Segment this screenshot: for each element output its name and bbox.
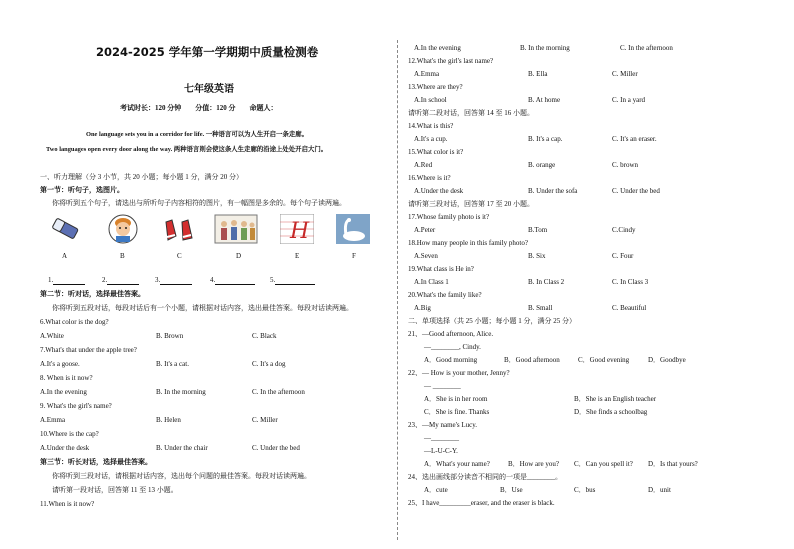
q23-option-d[interactable]: D．Is that yours? (648, 460, 698, 468)
question-7: 7.What's that under the apple tree? (40, 346, 137, 354)
picture-letter-f: F (352, 252, 356, 260)
picture-letter-e: E (295, 252, 300, 260)
family-photo-picture (214, 214, 258, 244)
question-15: 15.What color is it? (408, 148, 464, 156)
q11-option-b[interactable]: B. In the morning (520, 44, 570, 52)
q21-option-a[interactable]: A．Good morning (424, 356, 478, 364)
q13-option-a[interactable]: A.In school (414, 96, 447, 104)
q24-option-b[interactable]: B．Use (500, 486, 523, 494)
q22-option-c[interactable]: C．She is fine. Thanks (424, 408, 490, 416)
q18-option-c[interactable]: C. Four (612, 252, 634, 260)
question-25: 25、I have_________eraser, and the eraser is black. (408, 499, 555, 507)
eraser-picture (48, 214, 82, 244)
q20-option-c[interactable]: C. Beautiful (612, 304, 647, 312)
question-6: 6.What color is the dog? (40, 318, 109, 326)
part2-instruction: 你将听到五段对话，每段对话后有一个小题，请根据对话内容，选出最佳答案。每段对话读两遍。 (52, 304, 353, 312)
answer-blank-2[interactable]: 2. (102, 276, 139, 285)
q14-option-a[interactable]: A.It's a cup. (414, 135, 448, 143)
column-divider (397, 40, 398, 540)
q12-option-a[interactable]: A.Emma (414, 70, 440, 78)
part3-heading: 第三节：听长对话，选择最佳答案。 (40, 458, 152, 466)
question-9: 9. What's the girl's name? (40, 402, 112, 410)
q9-option-a[interactable]: A.Emma (40, 416, 66, 424)
exam-title: 2024-2025 学年第一学期期中质量检测卷 (96, 45, 319, 59)
picture-letter-b: B (120, 252, 125, 260)
q6-option-b[interactable]: B. Brown (156, 332, 184, 340)
q19-option-c[interactable]: C. In Class 3 (612, 278, 649, 286)
q16-option-a[interactable]: A.Under the desk (414, 187, 464, 195)
part1-heading: 第一节：听句子，选图片。 (40, 186, 124, 194)
q17-option-a[interactable]: A.Peter (414, 226, 436, 234)
q9-option-c[interactable]: C. Miller (252, 416, 278, 424)
q10-option-a[interactable]: A.Under the desk (40, 444, 90, 452)
q23-option-a[interactable]: A．What's your name? (424, 460, 490, 468)
part3-sub1: 请听第一段对话，回答第 11 至 13 小题。 (52, 486, 178, 494)
question-21: 21、—Good afternoon, Alice. (408, 330, 494, 338)
q15-option-c[interactable]: C. brown (612, 161, 639, 169)
q17-option-c[interactable]: C.Cindy (612, 226, 636, 234)
q8-option-c[interactable]: C. In the afternoon (252, 388, 305, 396)
q12-option-c[interactable]: C. Miller (612, 70, 638, 78)
section1-heading: 一、听力理解（分 3 小节，共 20 小题；每小题 1 分，满分 20 分） (40, 173, 243, 181)
q24-option-c[interactable]: C．bus (574, 486, 596, 494)
q19-option-b[interactable]: B. In Class 2 (528, 278, 565, 286)
q8-option-b[interactable]: B. In the morning (156, 388, 206, 396)
exam-subtitle: 七年级英语 (184, 84, 234, 95)
picture-letter-c: C (177, 252, 182, 260)
question-8: 8. When is it now? (40, 374, 93, 382)
q11-option-c[interactable]: C. In the afternoon (620, 44, 673, 52)
q15-option-b[interactable]: B. orange (528, 161, 556, 169)
q11-option-a[interactable]: A.In the evening (414, 44, 461, 52)
q22-option-d[interactable]: D．She finds a schoolbag (574, 408, 648, 416)
q15-option-a[interactable]: A.Red (414, 161, 433, 169)
swan-picture (336, 214, 370, 244)
boy-picture (106, 214, 140, 244)
q6-option-c[interactable]: C. Black (252, 332, 277, 340)
question-10: 10.Where is the cap? (40, 430, 99, 438)
q24-option-a[interactable]: A．cute (424, 486, 448, 494)
q18-option-a[interactable]: A.Seven (414, 252, 438, 260)
q17-option-b[interactable]: B.Tom (528, 226, 548, 234)
q8-option-a[interactable]: A.In the evening (40, 388, 87, 396)
q18-option-b[interactable]: B. Six (528, 252, 546, 260)
q14-option-c[interactable]: C. It's an eraser. (612, 135, 657, 143)
q23-line-3: —L-U-C-Y. (424, 447, 458, 455)
svg-text:H: H (290, 219, 310, 244)
answer-blank-4[interactable]: 4. (210, 276, 255, 285)
question-22: 22、— How is your mother, Jenny? (408, 369, 510, 377)
q10-option-c[interactable]: C. Under the bed (252, 444, 300, 452)
q7-option-b[interactable]: B. It's a cat. (156, 360, 189, 368)
quote-line-1: One language sets you in a corridor for life. 一种语言可以为人生开启一条走廊。 (86, 131, 309, 138)
q23-option-c[interactable]: C．Can you spell it? (574, 460, 633, 468)
answer-blank-1[interactable]: 1. (48, 276, 85, 285)
question-16: 16.Where is it? (408, 174, 451, 182)
question-11: 11.When is it now? (40, 500, 95, 508)
q13-option-c[interactable]: C. In a yard (612, 96, 646, 104)
q21-option-b[interactable]: B．Good afternoon (504, 356, 560, 364)
question-23: 23、—My name's Lucy. (408, 421, 478, 429)
q7-option-a[interactable]: A.It's a goose. (40, 360, 80, 368)
q24-option-d[interactable]: D．unit (648, 486, 671, 494)
q7-option-c[interactable]: C. It's a dog (252, 360, 286, 368)
shoes-picture (162, 214, 196, 244)
q12-option-b[interactable]: B. Ella (528, 70, 548, 78)
q6-option-a[interactable]: A.White (40, 332, 64, 340)
q9-option-b[interactable]: B. Helen (156, 416, 181, 424)
q21-option-d[interactable]: D．Goodbye (648, 356, 686, 364)
exam-info: 考试时长：120 分钟 分值：120 分 命题人： (120, 104, 278, 112)
question-14: 14.What is this? (408, 122, 454, 130)
part3-instruction: 你将听到三段对话，请根据对话内容，选出每个问题的最佳答案。每段对话读两遍。 (52, 472, 311, 480)
q16-option-c[interactable]: C. Under the bed (612, 187, 660, 195)
part3-sub2: 请听第二段对话，回答第 14 至 16 小题。 (408, 109, 534, 117)
answer-blank-5[interactable]: 5. (270, 276, 315, 285)
q10-option-b[interactable]: B. Under the chair (156, 444, 208, 452)
question-24: 24、选出画线部分读音不相同的一项是________。 (408, 473, 562, 481)
letter-h-picture (280, 214, 314, 244)
q22-option-b[interactable]: B．She is an English teacher (574, 395, 657, 403)
q22-option-a[interactable]: A．She is in her room (424, 395, 488, 403)
answer-blank-3[interactable]: 3. (155, 276, 192, 285)
q20-option-b[interactable]: B. Small (528, 304, 553, 312)
part1-instruction: 你将听到五个句子，请选出与所听句子内容相符的图片，有一幅图是多余的。每个句子读两遍。 (52, 199, 346, 207)
picture-letter-d: D (236, 252, 242, 260)
picture-letter-a: A (62, 252, 68, 260)
question-12: 12.What's the girl's last name? (408, 57, 494, 65)
section2-heading: 二、单项选择（共 25 小题；每小题 1 分，满分 25 分） (408, 317, 576, 325)
q20-option-a[interactable]: A.Big (414, 304, 431, 312)
question-19: 19.What class is He in? (408, 265, 474, 273)
q16-option-b[interactable]: B. Under the sofa (528, 187, 578, 195)
q14-option-b[interactable]: B. It's a cap. (528, 135, 563, 143)
question-20: 20.What's the family like? (408, 291, 482, 299)
question-13: 13.Where are they? (408, 83, 463, 91)
quote-line-2: Two languages open every door along the way. 两种语言则会使这条人生走廊的沿途上处处开启大门。 (46, 146, 328, 153)
part3-sub3: 请听第三段对话，回答第 17 至 20 小题。 (408, 200, 534, 208)
part2-heading: 第二节：听对话，选择最佳答案。 (40, 290, 145, 298)
q13-option-b[interactable]: B. At home (528, 96, 561, 104)
q23-line-2: —________ (424, 434, 459, 442)
question-17: 17.Whose family photo is it? (408, 213, 490, 221)
q21-line-2: —________, Cindy. (424, 343, 481, 351)
q22-line-2: — ________ (424, 382, 461, 390)
question-18: 18.How many people in this family photo? (408, 239, 528, 247)
q23-option-b[interactable]: B．How are you? (508, 460, 559, 468)
q21-option-c[interactable]: C．Good evening (578, 356, 630, 364)
q19-option-a[interactable]: A.In Class 1 (414, 278, 449, 286)
